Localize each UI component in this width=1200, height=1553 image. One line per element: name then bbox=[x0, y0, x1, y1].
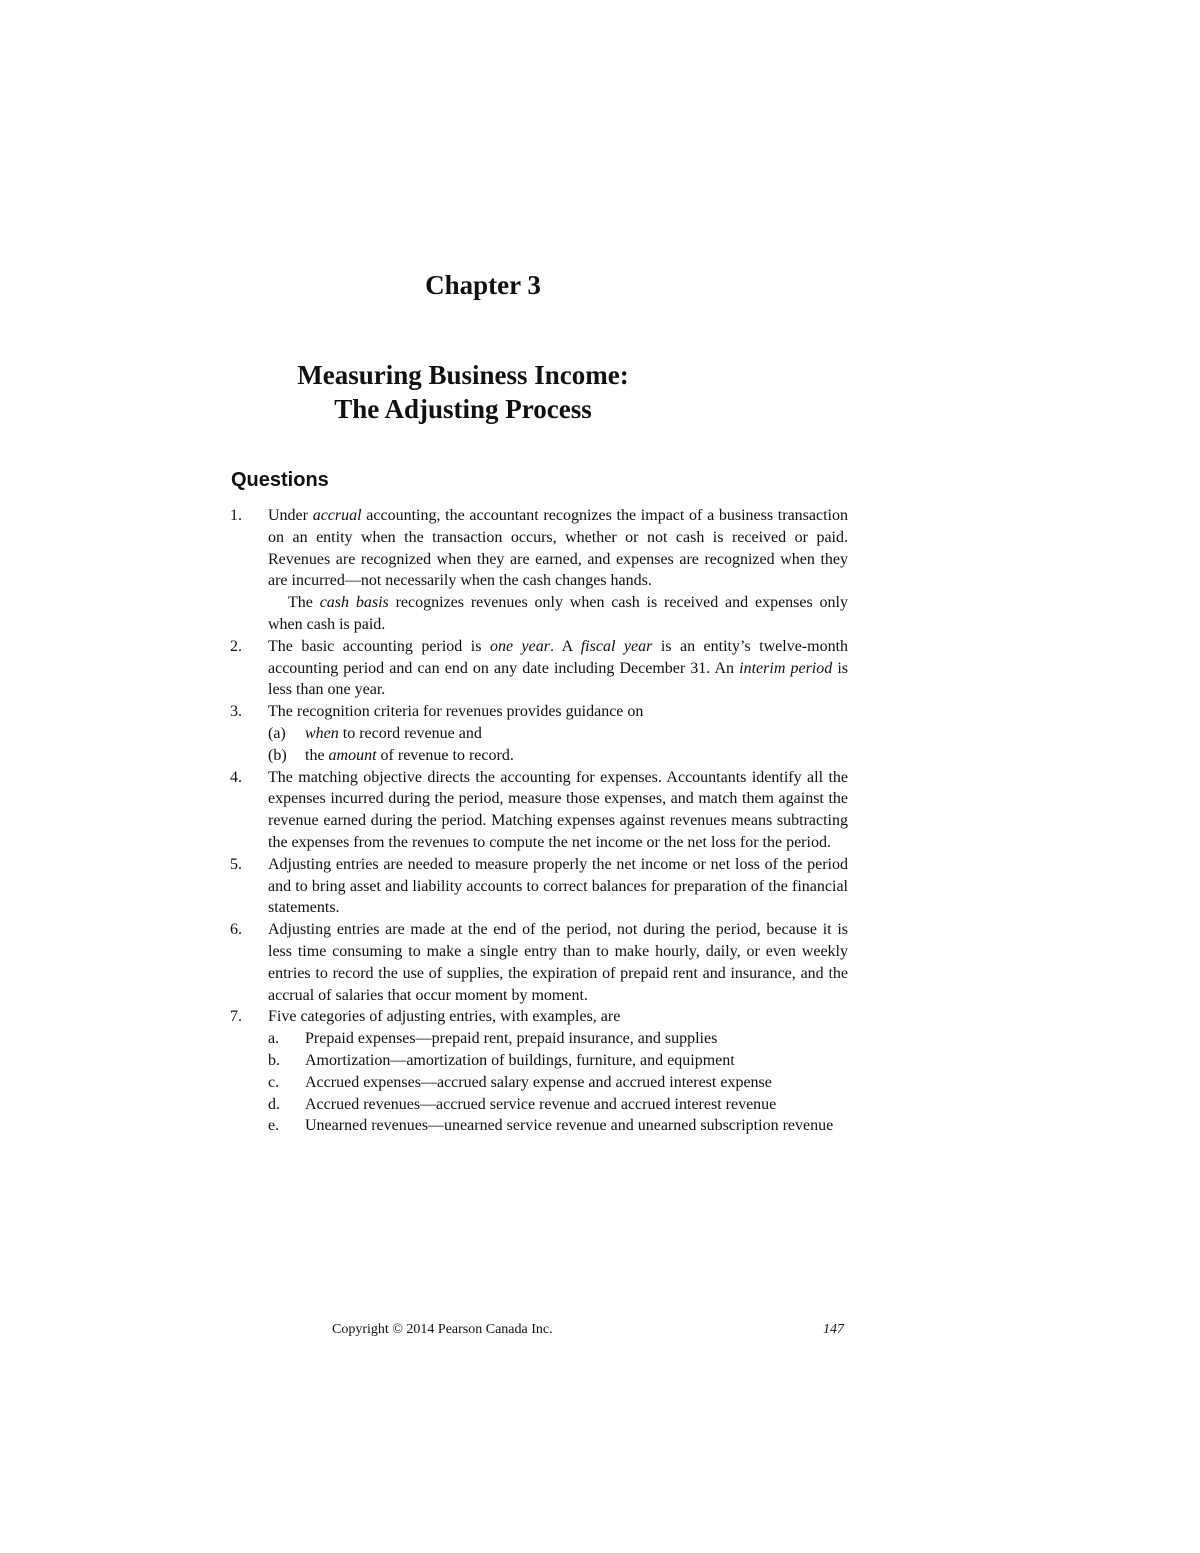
question-4-paragraph: The matching objective directs the accounting for expenses. Accountants identify all the expenses incurred during the period, measure those expenses, and match them against the revenue earned during the period. Matching expenses against revenues means subtracting the expenses from the revenues to compute the net income or the net loss for the period. bbox=[268, 768, 848, 851]
question-3-item-a bbox=[268, 723, 848, 745]
question-2-paragraph bbox=[268, 636, 848, 701]
question-5 bbox=[230, 854, 848, 919]
question-number: 6. bbox=[230, 921, 242, 939]
term-interim-period: interim period bbox=[739, 659, 833, 677]
question-number: 7. bbox=[230, 1008, 242, 1026]
list-item bbox=[268, 1050, 848, 1072]
text-run: The bbox=[288, 594, 320, 612]
question-number: 3. bbox=[230, 703, 242, 721]
text-run: is an entity’s twelve-month accounting period and can end on any date including December 31. An bbox=[268, 637, 849, 677]
text-run: The basic accounting period is bbox=[268, 637, 490, 655]
chapter-title-line-1: Measuring Business Income: bbox=[297, 360, 629, 390]
list-item bbox=[268, 1028, 848, 1050]
item-text: Unearned revenues—unearned service revenue and unearned subscription revenue bbox=[305, 1117, 834, 1135]
question-4 bbox=[230, 767, 848, 854]
text-run: to record revenue and bbox=[338, 724, 482, 742]
chapter-title bbox=[0, 358, 926, 426]
text-run: Under bbox=[268, 507, 313, 524]
questions-list bbox=[230, 505, 848, 1137]
text-run: . A bbox=[549, 637, 581, 655]
question-7 bbox=[230, 1006, 848, 1137]
question-6-paragraph: Adjusting entries are made at the end of the period, not during the period, because it is less time consuming to make a single entry than to make hourly, daily, or even weekly entries to record the use of supplies, the expiration of prepaid rent and insurance, and the accrual of salaries that occur moment by moment. bbox=[268, 921, 848, 1004]
question-2 bbox=[230, 636, 848, 701]
item-text: Accrued revenues—accrued service revenue and accrued interest revenue bbox=[305, 1095, 777, 1113]
section-heading: Questions bbox=[231, 469, 329, 491]
question-number: 4. bbox=[230, 768, 242, 786]
copyright-notice: Copyright © 2014 Pearson Canada Inc. bbox=[332, 1322, 553, 1337]
list-item bbox=[268, 1072, 848, 1094]
question-3-paragraph: The recognition criteria for revenues provides guidance on bbox=[268, 703, 644, 721]
question-1-paragraph-2 bbox=[268, 592, 848, 636]
item-label: e. bbox=[268, 1117, 280, 1135]
item-label: c. bbox=[268, 1073, 280, 1091]
question-5-paragraph: Adjusting entries are needed to measure properly the net income or net loss of the period and to bring asset and liability accounts to correct balances for preparation of the financial statements. bbox=[268, 855, 848, 917]
text-run: the bbox=[305, 746, 329, 764]
text-run: recognizes revenues only when cash is received and expenses only when cash is paid. bbox=[268, 594, 848, 633]
term-cash-basis: cash basis bbox=[319, 594, 389, 612]
chapter-title-line-2: The Adjusting Process bbox=[334, 394, 592, 424]
question-1-paragraph-1 bbox=[268, 505, 848, 592]
text-run: accounting, the accountant recognizes the impact of a business transaction on an entity when the transaction occurs, whether or not cash is received or paid. Revenues are recognized when they are earned, and expenses are recognized when they are incurred—not necessarily when the cash changes hands. bbox=[268, 507, 849, 590]
question-7-paragraph: Five categories of adjusting entries, with examples, are bbox=[268, 1008, 621, 1026]
term-when: when bbox=[305, 724, 339, 742]
term-one-year: one year bbox=[489, 637, 550, 655]
item-label: b. bbox=[268, 1051, 280, 1069]
item-label: (b) bbox=[268, 746, 287, 764]
question-3 bbox=[230, 701, 848, 766]
question-6 bbox=[230, 919, 848, 1006]
question-number: 1. bbox=[230, 507, 242, 524]
item-label: (a) bbox=[268, 724, 286, 742]
question-number: 5. bbox=[230, 855, 242, 873]
item-text: Accrued expenses—accrued salary expense and accrued interest expense bbox=[305, 1073, 772, 1091]
term-amount: amount bbox=[328, 746, 377, 764]
list-item bbox=[268, 1115, 848, 1137]
term-accrual: accrual bbox=[312, 507, 362, 524]
term-fiscal-year: fiscal year bbox=[580, 637, 653, 655]
chapter-label: Chapter 3 bbox=[425, 270, 541, 300]
list-item bbox=[268, 1094, 848, 1116]
item-text: Amortization—amortization of buildings, furniture, and equipment bbox=[305, 1051, 735, 1069]
question-1 bbox=[230, 505, 848, 636]
text-run: is less than one year. bbox=[268, 659, 849, 699]
question-number: 2. bbox=[230, 637, 242, 655]
item-label: a. bbox=[268, 1030, 280, 1048]
page-number: 147 bbox=[823, 1322, 844, 1337]
question-3-item-b bbox=[268, 745, 848, 767]
text-run: of revenue to record. bbox=[376, 746, 514, 764]
item-label: d. bbox=[268, 1095, 280, 1113]
item-text: Prepaid expenses—prepaid rent, prepaid insurance, and supplies bbox=[305, 1030, 718, 1048]
